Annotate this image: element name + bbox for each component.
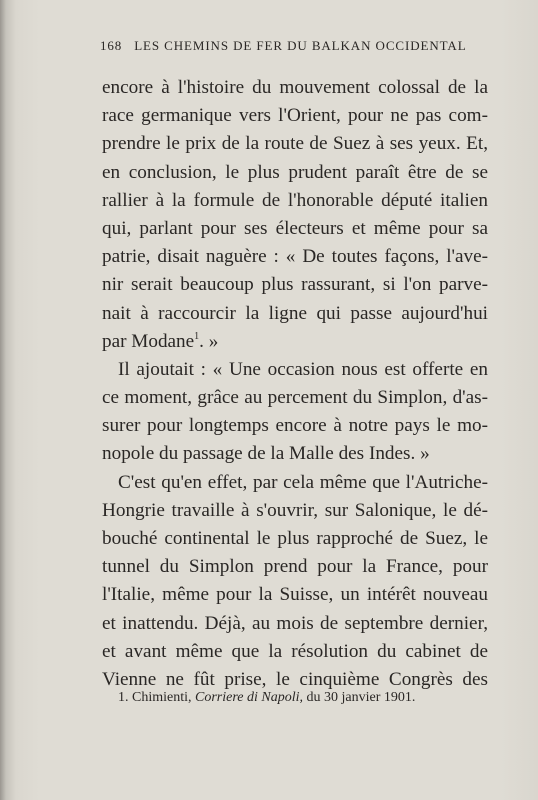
running-head (100, 38, 480, 54)
text-line: et avant même que la résolution du cabinet de (102, 640, 488, 662)
footnote (118, 690, 478, 706)
footnote-marker: 1. (118, 690, 129, 705)
text-line: surer pour longtemps encore à notre pays le mo- (102, 415, 488, 437)
text-line: C'est qu'en effet, par cela même que l'Autriche- (118, 471, 488, 493)
running-title: LES CHEMINS DE FER DU BALKAN OCCIDENTAL (134, 38, 467, 53)
text-line: ce moment, grâce au percement du Simplon, d'as- (102, 387, 488, 409)
text-line: bouché continental le plus rapproché de Suez, le (102, 528, 488, 549)
text-line: nait à raccourcir la ligne qui passe aujourd'hui (102, 302, 488, 324)
body-text (102, 74, 488, 694)
text-line: race germanique vers l'Orient, pour ne pas com- (102, 105, 488, 127)
text-line: patrie, disait naguère : « De toutes façons, l'ave- (102, 246, 488, 268)
text-line: tunnel du Simplon prend pour la France, pour (102, 556, 488, 578)
footnote-reference: 1 (194, 330, 200, 342)
text-line: nopole du passage de la Malle des Indes. » (102, 443, 430, 465)
quote-close: . » (199, 330, 219, 352)
text-line: nir serait beaucoup plus rassurant, si l'on parve- (102, 274, 488, 296)
text-line: Il ajoutait : « Une occasion nous est offerte en (118, 358, 488, 380)
text-line: Vienne ne fût prise, le cinquième Congrès des (102, 668, 488, 690)
text-line: qui, parlant pour ses électeurs et même pour sa (102, 217, 488, 239)
text-line: Hongrie travaille à s'ouvrir, sur Salonique, le dé- (102, 499, 488, 521)
footnote-author: Chimienti, (132, 690, 192, 705)
footnote-date: du 30 janvier 1901. (306, 690, 416, 705)
footnote-publication: Corriere di Napoli, (195, 690, 303, 705)
text-line: rallier à la formule de l'honorable député italien (102, 189, 488, 211)
text-line-content: par Modane (102, 330, 195, 352)
text-line: et inattendu. Déjà, au mois de septembre dernier, (102, 612, 488, 634)
text-line: en conclusion, le plus prudent paraît être de se (102, 161, 488, 183)
text-line: encore à l'histoire du mouvement colossal de la (102, 77, 488, 98)
text-line: l'Italie, même pour la Suisse, un intérêt nouveau (102, 584, 488, 606)
page-number: 168 (100, 38, 123, 53)
text-line (102, 328, 488, 356)
text-line: prendre le prix de la route de Suez à ses yeux. Et, (102, 133, 488, 155)
